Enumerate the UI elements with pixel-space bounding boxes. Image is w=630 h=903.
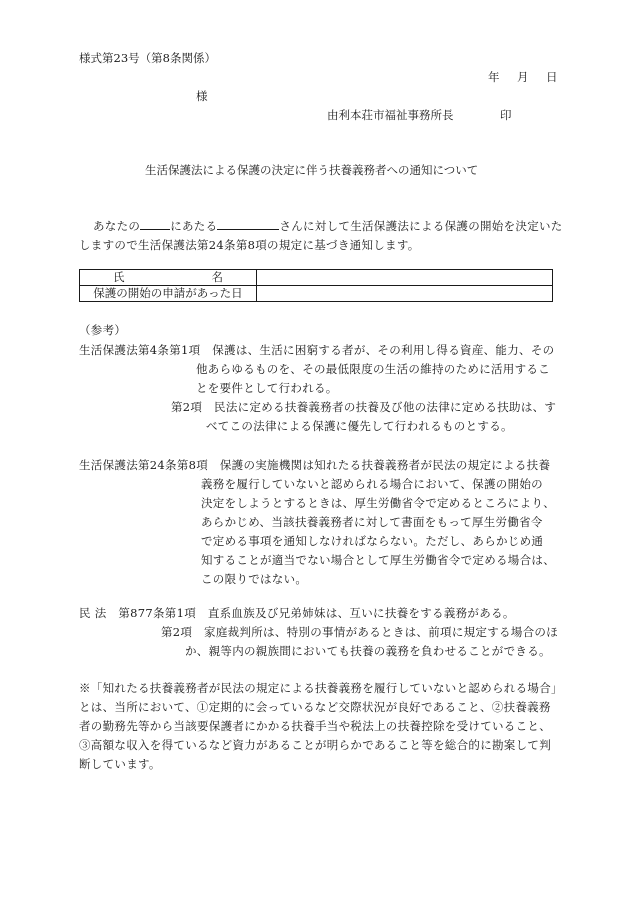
name-blank bbox=[217, 219, 279, 230]
ref-c2-line: か、親等内の親族間においても扶養の義務を負わせることができる。 bbox=[185, 644, 551, 658]
ref-a1-line: 他あらゆるものを、その最低限度の生活の維持のために活用するこ bbox=[196, 362, 550, 376]
ref-b-line: この限りではない。 bbox=[201, 572, 308, 586]
name-label: 氏 名 bbox=[80, 270, 257, 286]
note-line: 者の勤務先等から当該要保護者にかかる扶養手当や税法上の扶養控除を受けていること、 bbox=[79, 719, 551, 733]
addressee: 様 bbox=[196, 89, 208, 103]
body-text-3: さんに対して生活保護法による保護の開始を決定いた bbox=[279, 219, 563, 233]
date-line: 年 月 日 bbox=[488, 70, 561, 84]
ref-b-line: 知することが適当でない場合として厚生労働省令で定める場合は、 bbox=[201, 553, 555, 567]
ref-a1-line: とを要件として行われる。 bbox=[196, 381, 338, 395]
ref-b-head: 生活保護法第24条第8項 保護の実施機関は知れたる扶養義務者が民法の規定による扶養 bbox=[79, 458, 551, 472]
name-value bbox=[257, 270, 553, 286]
body-line-2: しますので生活保護法第24条第8項の規定に基づき通知します。 bbox=[79, 238, 420, 252]
seal-mark: 印 bbox=[500, 108, 512, 122]
ref-a2-line: べてこの法律による保護に優先して行われるものとする。 bbox=[206, 419, 513, 433]
info-table bbox=[79, 269, 553, 302]
table-row bbox=[80, 286, 553, 302]
body-text-2: にあたる bbox=[170, 219, 218, 233]
sender: 由利本荘市福祉事務所長 bbox=[327, 108, 454, 122]
document-title: 生活保護法による保護の決定に伴う扶養義務者への通知について bbox=[145, 163, 479, 177]
application-date-value bbox=[257, 286, 553, 302]
ref-b-line: で定める事項を通知しなければならない。ただし、あらかじめ通 bbox=[201, 534, 544, 548]
form-number: 様式第23号（第8条関係） bbox=[79, 51, 216, 65]
note-line: とは、当所において、①定期的に会っているなど交際状況が良好であること、②扶養義務 bbox=[79, 700, 551, 714]
ref-b-line: あらかじめ、当該扶養義務者に対して書面をもって厚生労働省令 bbox=[201, 515, 543, 529]
note-line: ※「知れたる扶養義務者が民法の規定による扶養義務を履行していないと認められる場合」 bbox=[79, 681, 563, 695]
body-text-1: あなたの bbox=[93, 219, 141, 233]
ref-b-line: 義務を履行していないと認められる場合において、保護の開始の bbox=[201, 477, 543, 491]
ref-a1-head: 生活保護法第4条第1項 保護は、生活に困窮する者が、その利用し得る資産、能力、その bbox=[79, 343, 555, 357]
ref-a2-head: 第2項 民法に定める扶養義務者の扶養及び他の法律に定める扶助は、す bbox=[171, 400, 557, 414]
ref-b-line: 決定をしようとするときは、厚生労働省令で定めるところにより、 bbox=[201, 496, 555, 510]
note-line: 断しています。 bbox=[79, 757, 161, 771]
ref-c1-head: 民 法 第877条第1項 直系血族及び兄弟姉妹は、互いに扶養をする義務がある。 bbox=[79, 606, 515, 620]
reference-heading: （参考） bbox=[79, 323, 127, 337]
note-line: ③高額な収入を得ているなど資力があることが明らかであること等を総合的に勘案して判 bbox=[79, 738, 551, 752]
table-row bbox=[80, 270, 553, 286]
ref-c2-head: 第2項 家庭裁判所は、特別の事情があるときは、前項に規定する場合のほ bbox=[161, 625, 559, 639]
relation-blank bbox=[140, 219, 170, 230]
application-date-label: 保護の開始の申請があった日 bbox=[80, 286, 257, 302]
